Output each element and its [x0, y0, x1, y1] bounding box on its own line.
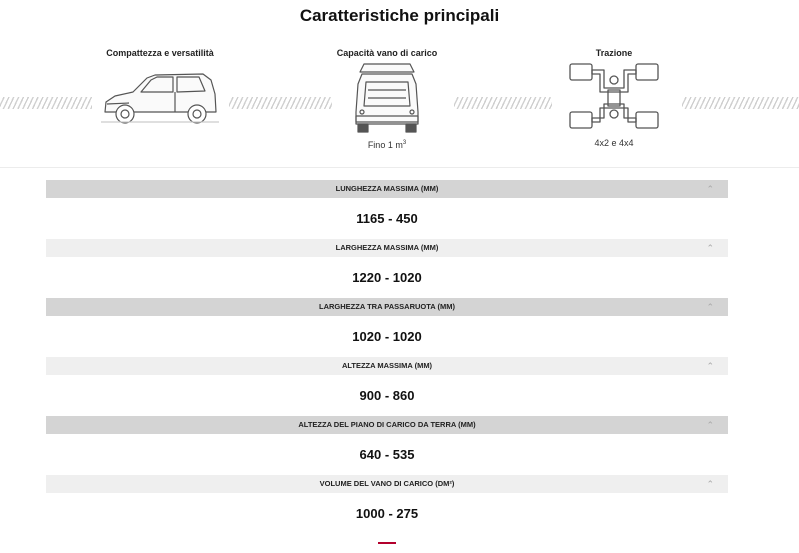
spec-header-altezza[interactable]	[46, 357, 728, 375]
feature-label: Compattezza e versatilità	[106, 48, 214, 58]
specs-accordion	[46, 180, 728, 534]
chevron-up-icon[interactable]: ⌃	[706, 361, 714, 371]
spec-header-lunghezza[interactable]	[46, 180, 728, 198]
spec-label: VOLUME DEL VANO DI CARICO (DM²)	[319, 479, 455, 488]
feature-label: Trazione	[595, 48, 633, 58]
spec-value: 640 - 535	[359, 447, 415, 462]
spec-label: ALTEZZA MASSIMA (MM)	[341, 361, 433, 370]
spec-value: 1020 - 1020	[352, 329, 422, 344]
spec-header-piano-carico[interactable]	[46, 416, 728, 434]
spec-value: 1220 - 1020	[352, 270, 422, 285]
accent-underline	[378, 542, 396, 544]
chevron-up-icon[interactable]: ⌃	[706, 479, 714, 489]
spec-label: LARGHEZZA TRA PASSARUOTA (MM)	[319, 302, 455, 311]
chevron-up-icon[interactable]: ⌃	[706, 184, 714, 194]
spec-value: 900 - 860	[359, 388, 415, 403]
spec-header-passaruota[interactable]	[46, 298, 728, 316]
spec-value: 1000 - 275	[355, 506, 419, 521]
feature-label: Capacità vano di carico	[336, 48, 438, 58]
chevron-up-icon[interactable]: ⌃	[706, 243, 714, 253]
page-title: Caratteristiche principali	[299, 6, 500, 25]
chevron-up-icon[interactable]: ⌃	[706, 420, 714, 430]
car-open-trunk-icon	[352, 60, 422, 136]
spec-label: LUNGHEZZA MASSIMA (MM)	[335, 184, 439, 193]
spec-label: LARGHEZZA MASSIMA (MM)	[335, 243, 439, 252]
spec-header-volume[interactable]	[46, 475, 728, 493]
spec-header-larghezza[interactable]	[46, 239, 728, 257]
spec-value: 1165 - 450	[356, 211, 418, 226]
feature-traction	[514, 46, 714, 148]
feature-compactness	[60, 46, 260, 130]
section-divider	[0, 167, 799, 168]
feature-value: Fino 1 $m^3$	[367, 140, 407, 150]
chevron-up-icon[interactable]: ⌃	[706, 302, 714, 312]
feature-value: 4x2 e 4x4	[594, 138, 634, 148]
drivetrain-icon	[564, 60, 664, 134]
car-side-icon	[99, 60, 221, 130]
feature-load-capacity	[287, 46, 487, 150]
spec-label: ALTEZZA DEL PIANO DI CARICO DA TERRA (MM)	[298, 420, 476, 429]
